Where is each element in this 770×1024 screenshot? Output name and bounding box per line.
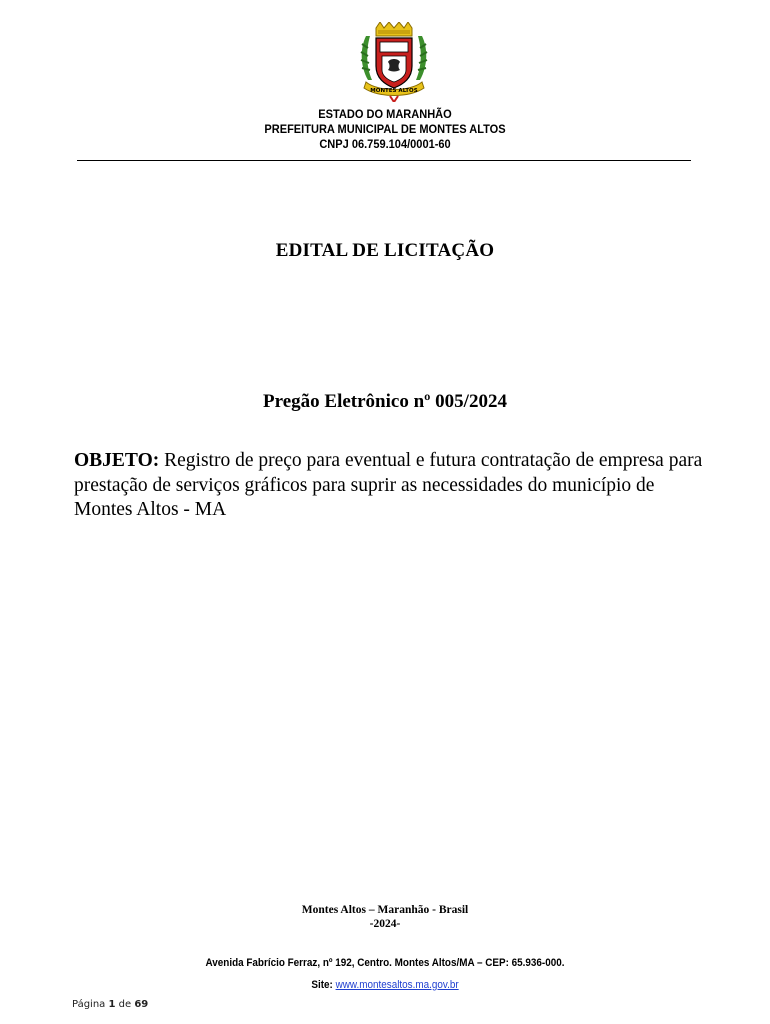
document-title: EDITAL DE LICITAÇÃO xyxy=(275,240,495,261)
objeto-paragraph xyxy=(74,449,710,523)
cnpj-number: CNPJ 06.759.104/0001-60 xyxy=(319,137,451,151)
crest-ribbon-text: MONTES ALTOS xyxy=(370,88,418,94)
pregao-number: Pregão Eletrônico nº 005/2024 xyxy=(263,391,507,412)
site-label: Site: xyxy=(311,979,333,991)
footer-location xyxy=(0,903,770,931)
page-prefix: Página xyxy=(72,999,106,1010)
site-link[interactable]: www.montesaltos.ma.gov.br xyxy=(335,979,459,991)
letterhead xyxy=(31,107,739,152)
municipal-coat-of-arms-icon xyxy=(352,22,436,102)
page-total: 69 xyxy=(134,999,149,1010)
header-divider xyxy=(77,160,691,161)
municipality-name: PREFEITURA MUNICIPAL DE MONTES ALTOS xyxy=(264,122,506,136)
page-current: 1 xyxy=(108,999,116,1010)
objeto-label: OBJETO: xyxy=(74,450,160,471)
page-separator: de xyxy=(118,999,132,1010)
footer-site-line xyxy=(39,979,732,991)
footer-address: Avenida Fabrício Ferraz, nº 192, Centro. Montes Altos/MA – CEP: 65.936-000. xyxy=(205,957,565,969)
footer-year: -2024- xyxy=(369,918,401,930)
footer-city-line: Montes Altos – Maranhão - Brasil xyxy=(301,904,469,916)
objeto-text: Registro de preço para eventual e futura contratação de empresa para prestação de serviços gráficos para suprir as necessidades do município de Montes Altos - MA xyxy=(74,450,703,520)
state-name: ESTADO DO MARANHÃO xyxy=(318,107,452,121)
page-number xyxy=(72,999,148,1010)
